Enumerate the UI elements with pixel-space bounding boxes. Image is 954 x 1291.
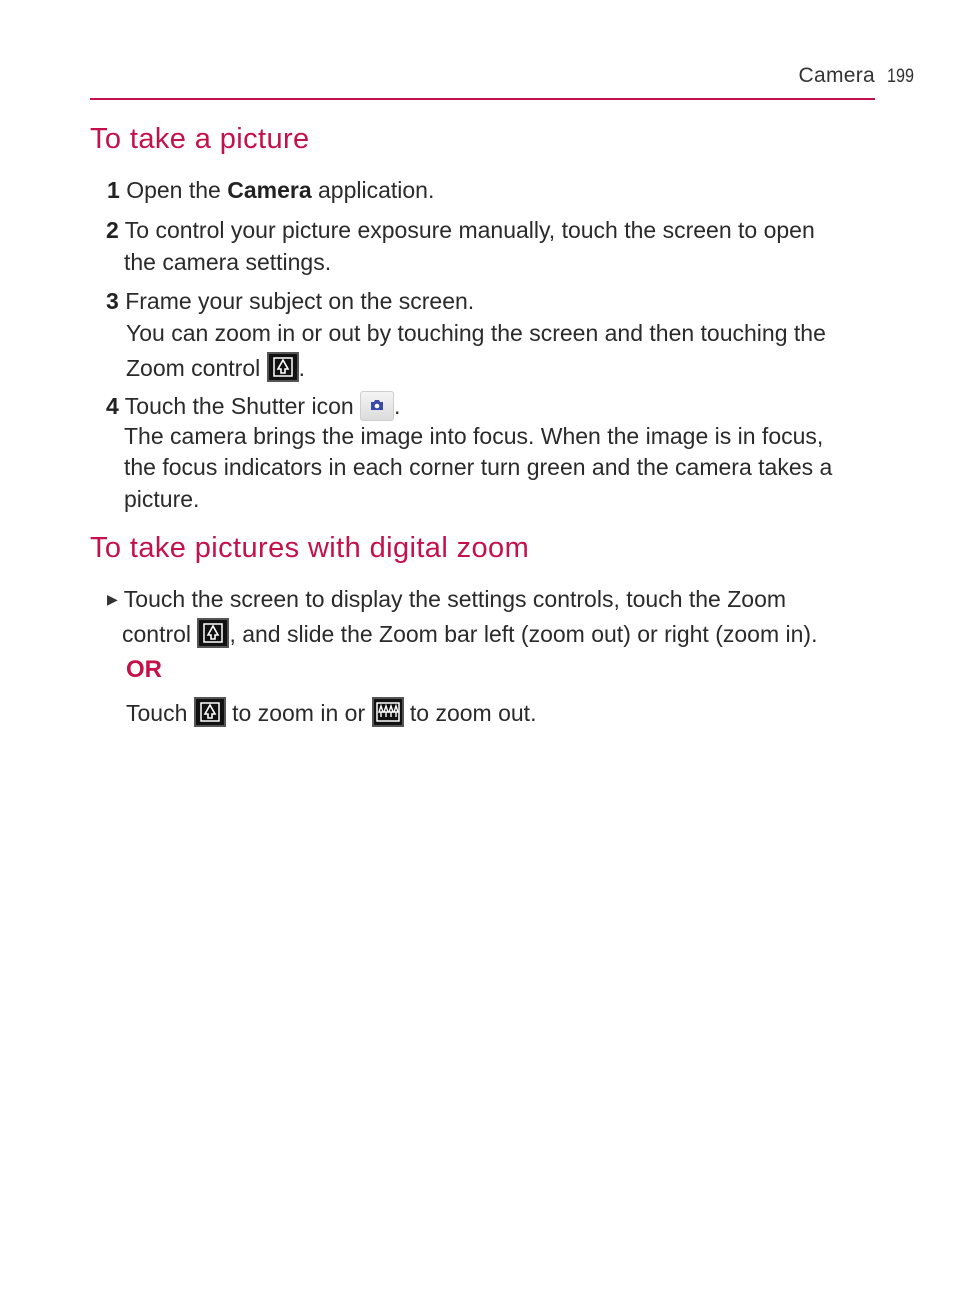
step-3-detail: You can zoom in or out by touching the screen and then touching the	[126, 320, 826, 346]
alt-text: to zoom out.	[409, 700, 537, 726]
step-4-detail: The camera brings the image into focus. When the image is in focus,	[124, 423, 824, 449]
zoom-in-tree-icon	[197, 618, 229, 648]
triangle-right-icon: ▶	[107, 591, 118, 607]
page-number: 199	[887, 66, 914, 87]
alt-text: Touch	[126, 700, 188, 726]
or-label: OR	[126, 656, 162, 683]
step-bold-text: Camera	[227, 177, 312, 203]
section-title-take-picture: To take a picture	[90, 123, 310, 155]
zoom-bullet	[107, 585, 786, 613]
step-text: Frame your subject on the screen.	[125, 288, 475, 314]
bullet-text: Touch the screen to display the settings controls, touch the Zoom	[123, 586, 787, 612]
zoom-out-trees-icon	[372, 697, 404, 727]
step-4-detail: picture.	[124, 486, 200, 512]
step-text: .	[394, 393, 401, 419]
page-header	[90, 62, 875, 100]
step-2	[106, 216, 815, 244]
step-text: .	[298, 355, 305, 381]
step-2-continuation: the camera settings.	[124, 249, 332, 275]
step-3	[106, 287, 474, 315]
step-3-detail-end	[126, 352, 305, 382]
step-number: 2	[106, 217, 119, 243]
zoom-bullet-continuation	[122, 618, 817, 648]
bullet-text: , and slide the Zoom bar left (zoom out) or right (zoom in).	[229, 621, 818, 647]
zoom-alternative	[126, 697, 536, 727]
step-text: Touch the Shutter icon	[124, 393, 354, 419]
step-4-detail: the focus indicators in each corner turn green and the camera takes a	[124, 454, 833, 480]
alt-text: to zoom in or	[232, 700, 366, 726]
step-text: application.	[311, 177, 435, 203]
header-section-title: Camera	[798, 64, 875, 87]
zoom-in-tree-icon	[194, 697, 226, 727]
section-title-digital-zoom: To take pictures with digital zoom	[90, 532, 530, 564]
step-1	[107, 176, 434, 204]
bullet-text: control	[122, 621, 192, 647]
step-text: Zoom control	[126, 355, 261, 381]
step-4	[106, 391, 400, 421]
zoom-in-tree-icon	[267, 352, 299, 382]
step-text: To control your picture exposure manually, touch the screen to open	[124, 217, 815, 243]
step-number: 4	[106, 393, 119, 419]
step-number: 3	[106, 288, 119, 314]
camera-shutter-icon	[360, 391, 394, 421]
step-number: 1	[107, 177, 120, 203]
step-text: Open the	[126, 177, 228, 203]
